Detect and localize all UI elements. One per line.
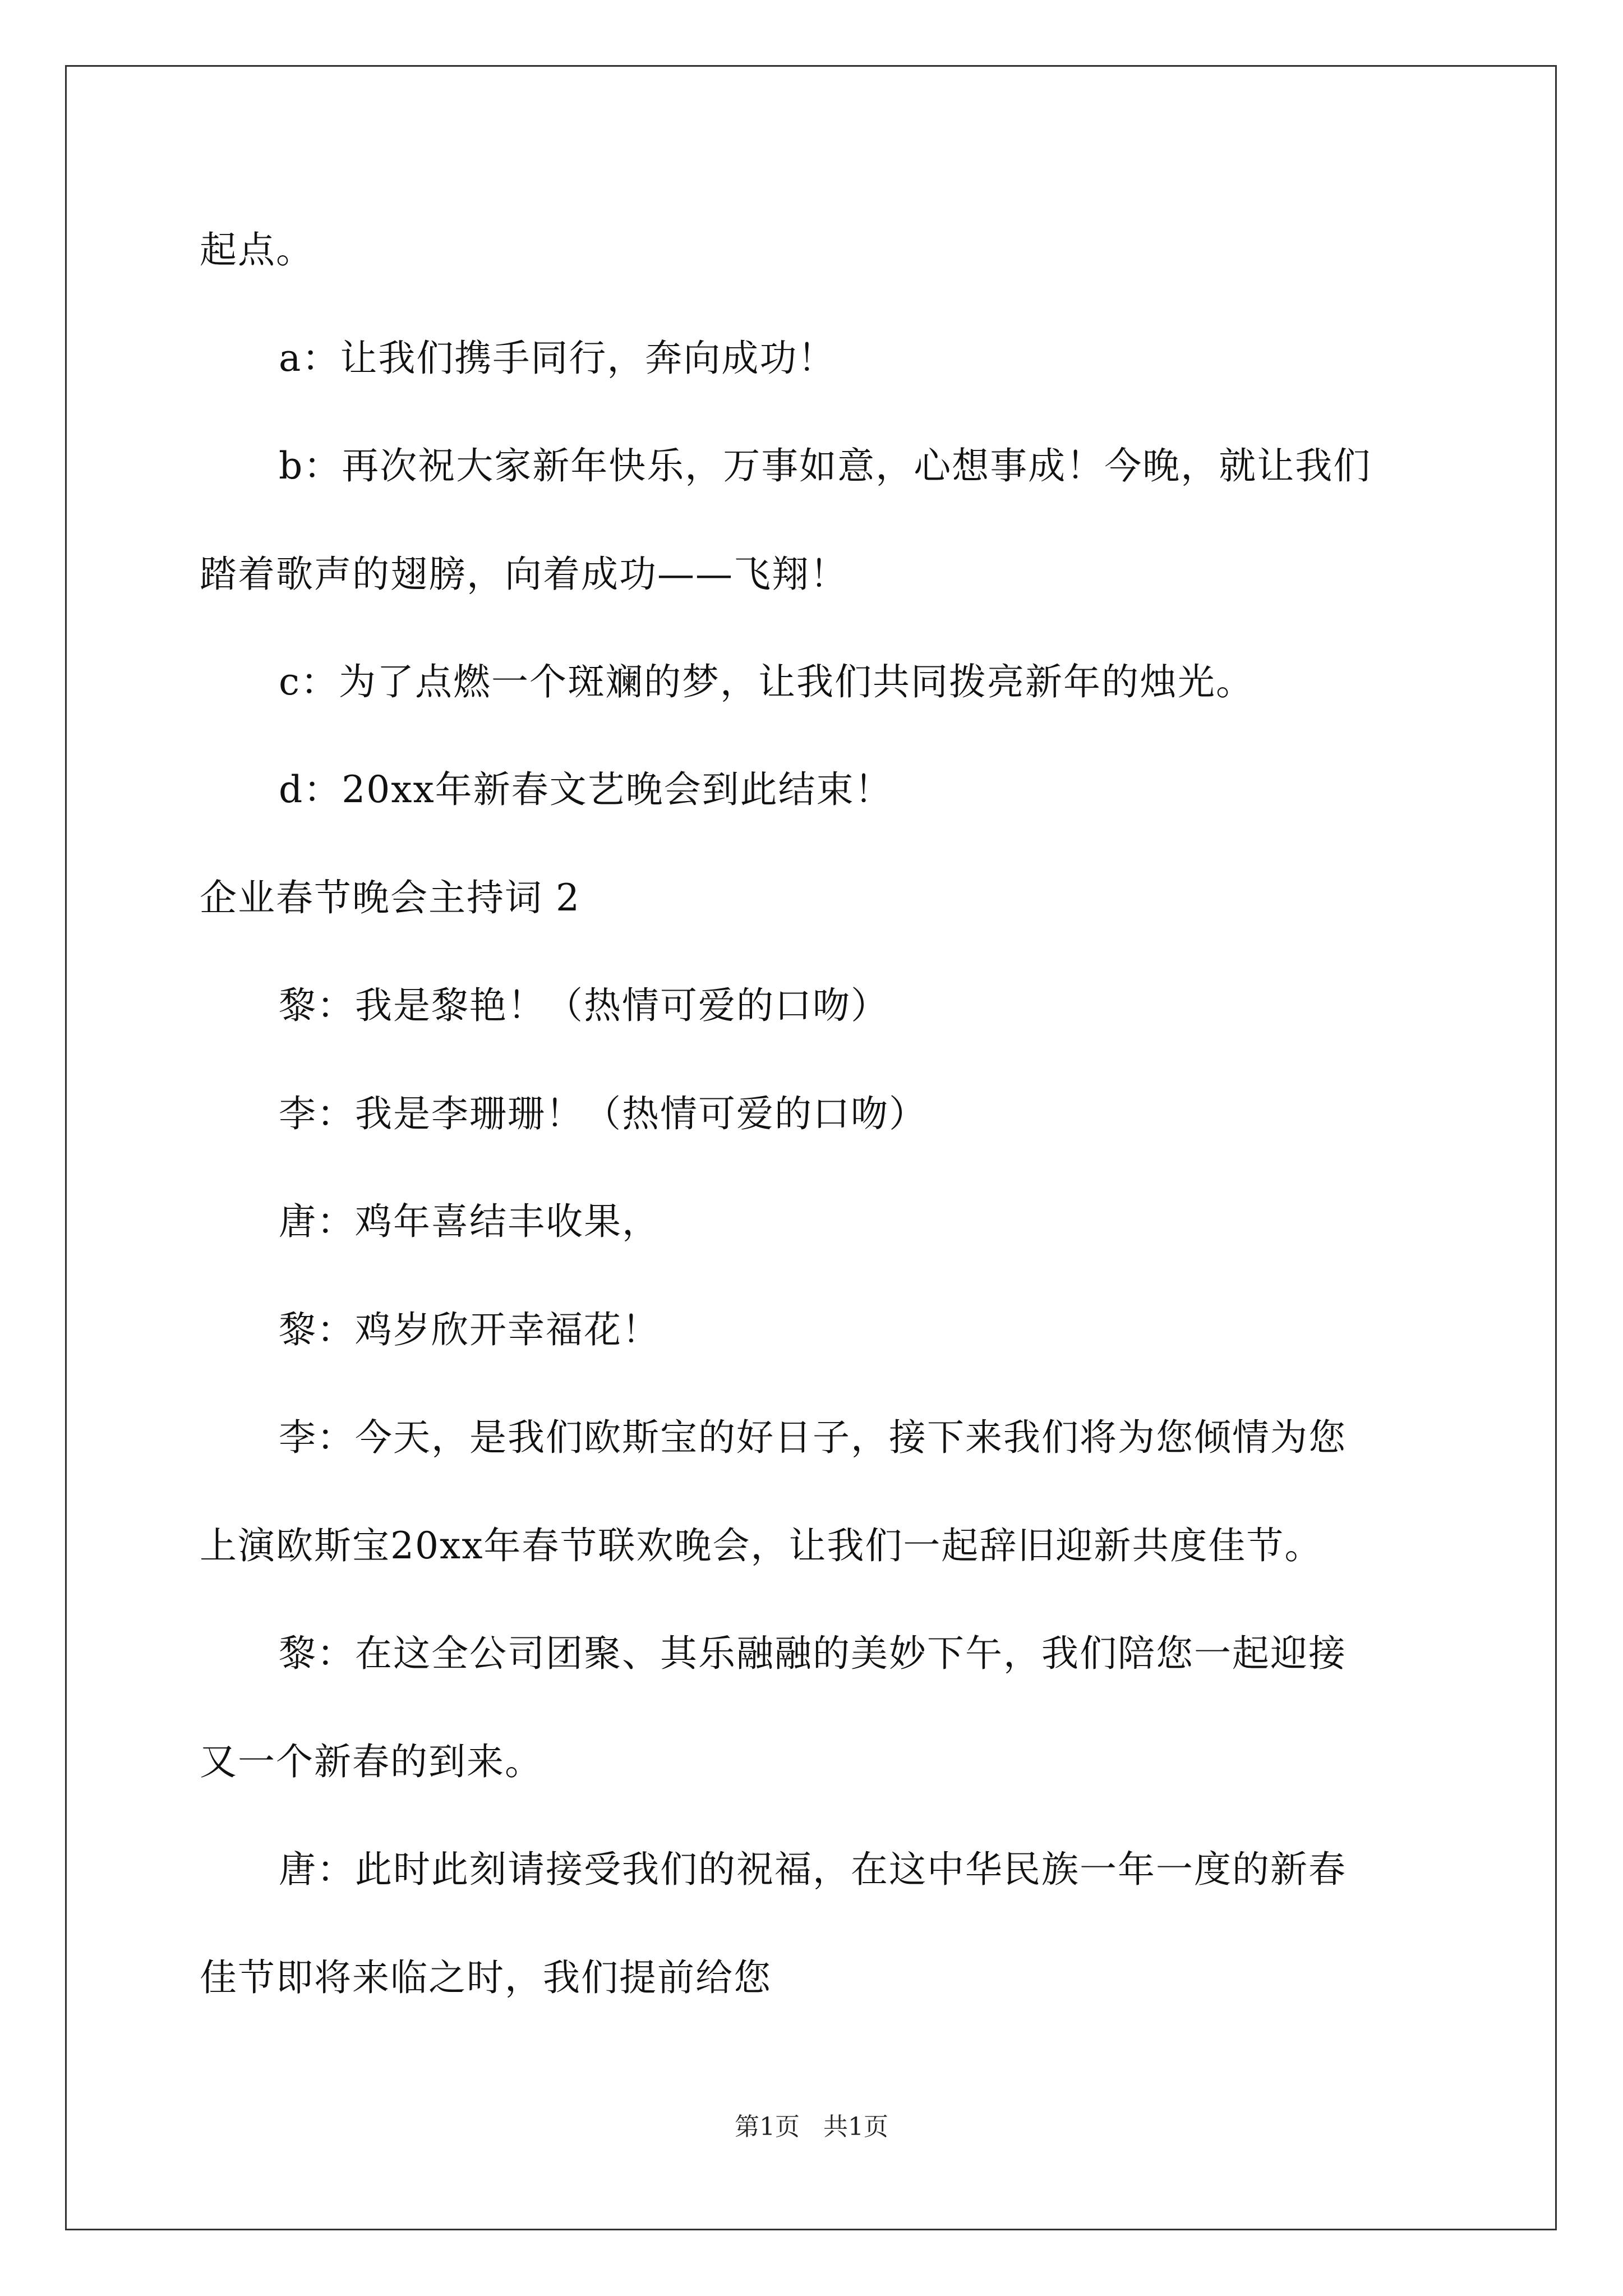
page-border xyxy=(65,65,1557,2230)
text-line: 佳节即将来临之时，我们提前给您 xyxy=(200,1956,772,1999)
text-line: c：为了点燃一个斑斓的梦，让我们共同拨亮新年的烛光。 xyxy=(279,660,1254,703)
text-line: 李：今天，是我们欧斯宝的好日子，接下来我们将为您倾情为您 xyxy=(279,1416,1347,1459)
text-line: 踏着歌声的翅膀，向着成功——飞翔！ xyxy=(200,553,848,596)
page-footer xyxy=(0,2115,1623,2139)
text-line: b：再次祝大家新年快乐，万事如意，心想事成！今晚，就让我们 xyxy=(279,444,1372,487)
page-number: 第1页 xyxy=(735,2113,800,2141)
section-heading: 企业春节晚会主持词 2 xyxy=(200,876,580,919)
text-line: a：让我们携手同行，奔向成功！ xyxy=(279,337,836,380)
text-line: d：20xx年新春文艺晚会到此结束！ xyxy=(279,768,893,811)
text-line: 起点。 xyxy=(200,228,314,272)
text-line: 李：我是李珊珊！（热情可爱的口吻） xyxy=(279,1092,927,1135)
text-line: 唐：鸡年喜结丰收果， xyxy=(279,1200,660,1243)
text-line: 黎：鸡岁欣开幸福花！ xyxy=(279,1308,660,1351)
page-total: 共1页 xyxy=(823,2113,888,2141)
text-line: 黎：在这全公司团聚、其乐融融的美妙下午，我们陪您一起迎接 xyxy=(279,1632,1347,1675)
text-line: 黎：我是黎艳！（热情可爱的口吻） xyxy=(279,984,889,1027)
text-line: 唐：此时此刻请接受我们的祝福，在这中华民族一年一度的新春 xyxy=(279,1848,1347,1891)
text-line: 上演欧斯宝20xx年春节联欢晚会，让我们一起辞旧迎新共度佳节。 xyxy=(200,1524,1323,1567)
text-line: 又一个新春的到来。 xyxy=(200,1740,543,1783)
